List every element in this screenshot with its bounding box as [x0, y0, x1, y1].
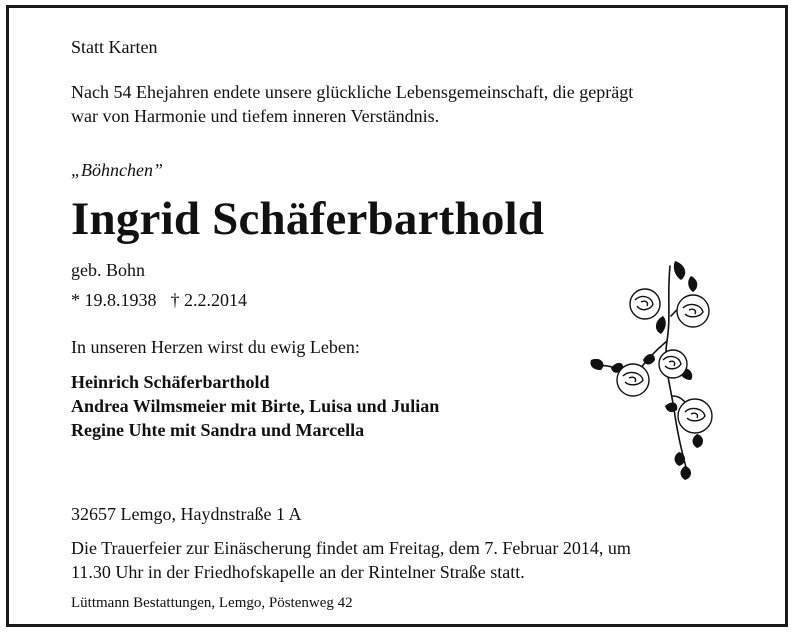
life-dates — [71, 288, 247, 312]
mourner-line: Regine Uhte mit Sandra und Marcella — [71, 420, 365, 440]
funeral-info — [71, 536, 631, 584]
nickname: „Böhnchen” — [71, 160, 163, 180]
undertaker-info: Lüttmann Bestattungen, Lemgo, Pöstenweg 42 — [71, 595, 353, 611]
verse: In unseren Herzen wirst du ewig Leben: — [71, 337, 360, 357]
deceased-name: Ingrid Schäferbarthold — [71, 193, 545, 245]
obituary-notice — [6, 5, 788, 627]
funeral-line: 11.30 Uhr in der Friedhofskapelle an der Rintelner Straße statt. — [71, 562, 525, 582]
mourner-line: Heinrich Schäferbarthold — [71, 372, 270, 392]
death-date: † 2.2.2014 — [170, 290, 247, 310]
birth-date: * 19.8.1938 — [71, 290, 157, 310]
intro-line: war von Harmonie und tiefem inneren Verständnis. — [71, 106, 440, 126]
notice-header: Statt Karten — [71, 37, 158, 57]
mourners-list — [71, 370, 439, 442]
mourner-line: Andrea Wilmsmeier mit Birte, Luisa und Julian — [71, 396, 440, 416]
rose-branch-icon — [575, 256, 725, 481]
funeral-line: Die Trauerfeier zur Einäscherung findet am Freitag, dem 7. Februar 2014, um — [71, 538, 631, 558]
maiden-name: geb. Bohn — [71, 260, 145, 280]
family-address: 32657 Lemgo, Haydnstraße 1 A — [71, 504, 302, 524]
intro-line: Nach 54 Ehejahren endete unsere glückliche Lebensgemeinschaft, die geprägt — [71, 82, 634, 102]
intro-text — [71, 80, 633, 128]
